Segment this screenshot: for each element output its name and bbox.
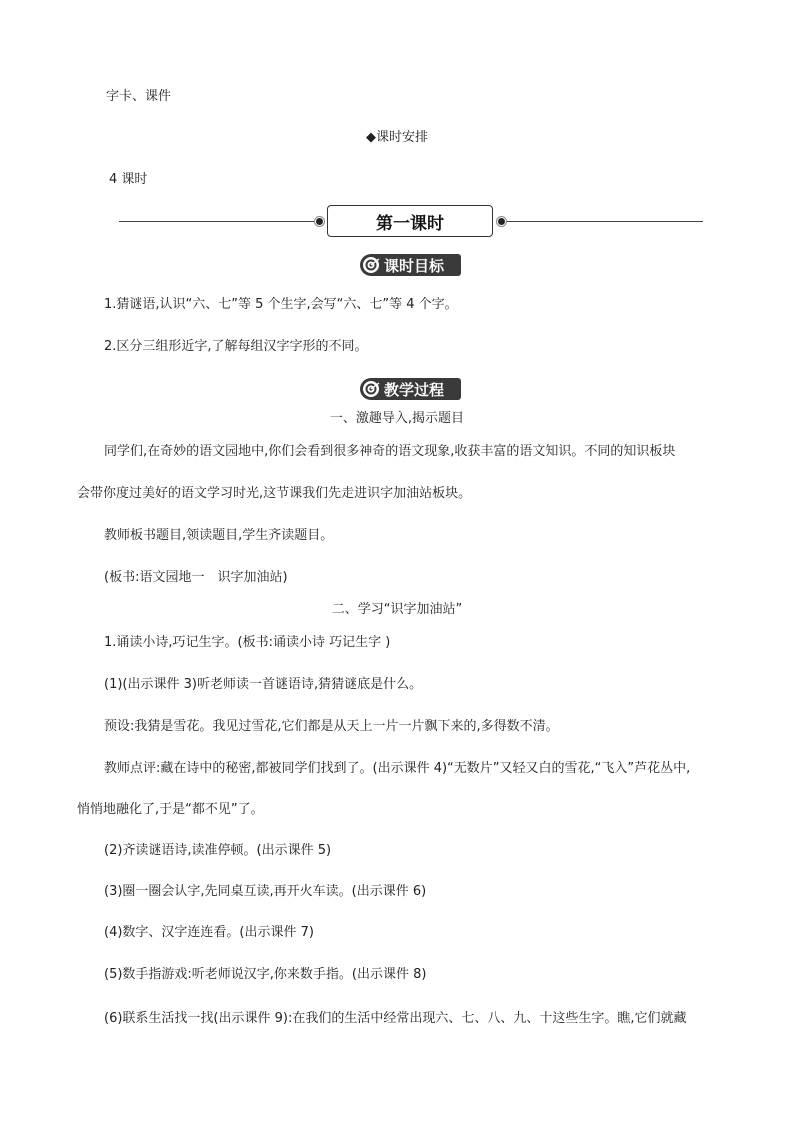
goals-badge-label: 课时目标 bbox=[384, 256, 445, 275]
section-1-title: 一、激趣导入,揭示题目 bbox=[329, 411, 465, 426]
section-2-item-1: 1.诵读小诗,巧记生字。(板书:诵读小诗 巧记生字 ) bbox=[104, 635, 391, 650]
banner-line-right bbox=[498, 221, 703, 222]
section-2-step-1: (1)(出示课件 3)听老师读一首谜语诗,猜猜谜底是什么。 bbox=[104, 677, 423, 692]
banner-line-left bbox=[119, 221, 324, 222]
lesson-title-text: 第一课时 bbox=[376, 213, 444, 234]
section-2-comment-line-2: 悄悄地融化了,于是“都不见”了。 bbox=[77, 802, 264, 817]
banner-dot-left bbox=[316, 218, 323, 225]
banner-dot-right bbox=[498, 218, 505, 225]
process-badge-label: 教学过程 bbox=[384, 380, 445, 399]
materials-text: 字卡、课件 bbox=[106, 89, 172, 104]
section-1-para-1-line-1: 同学们,在奇妙的语文园地中,你们会看到很多神奇的语文现象,收获丰富的语文知识。不同的知识板块 bbox=[104, 444, 676, 459]
target-icon bbox=[362, 380, 380, 398]
lesson-title bbox=[327, 205, 493, 237]
section-2-step-5: (5)数手指游戏:听老师说汉字,你来数手指。(出示课件 8) bbox=[104, 967, 427, 982]
section-2-step-3: (3)圈一圈会认字,先同桌互读,再开火车读。(出示课件 6) bbox=[104, 884, 427, 899]
process-badge bbox=[360, 378, 461, 400]
section-2-comment-line-1: 教师点评:藏在诗中的秘密,都被同学们找到了。(出示课件 4)“无数片”又轻又白的雪花,“飞入”芦花丛中, bbox=[104, 761, 691, 776]
section-2-preset: 预设:我猜是雪花。我见过雪花,它们都是从天上一片一片飘下来的,多得数不清。 bbox=[104, 719, 559, 734]
section-1-para-2: 教师板书题目,领读题目,学生齐读题目。 bbox=[104, 528, 334, 543]
goals-badge bbox=[360, 254, 461, 276]
section-1-para-1-line-2: 会带你度过美好的语文学习时光,这节课我们先走进识字加油站板块。 bbox=[77, 486, 472, 501]
section-2-step-4: (4)数字、汉字连连看。(出示课件 7) bbox=[104, 925, 314, 940]
schedule-heading: ◆课时安排 bbox=[366, 130, 428, 145]
schedule-value: 4 课时 bbox=[109, 172, 148, 187]
section-1-para-3: (板书:语文园地一 识字加油站) bbox=[104, 570, 288, 585]
section-2-title: 二、学习“识字加油站” bbox=[331, 602, 463, 617]
goal-2: 2.区分三组形近字,了解每组汉字字形的不同。 bbox=[104, 339, 368, 354]
section-2-step-6: (6)联系生活找一找(出示课件 9):在我们的生活中经常出现六、七、八、九、十这些生字。瞧,它们就藏 bbox=[104, 1011, 687, 1026]
goal-1: 1.猜谜语,认识“六、七”等 5 个生字,会写“六、七”等 4 个字。 bbox=[104, 297, 458, 312]
target-icon bbox=[362, 256, 380, 274]
section-2-step-2: (2)齐读谜语诗,读准停顿。(出示课件 5) bbox=[104, 843, 332, 858]
